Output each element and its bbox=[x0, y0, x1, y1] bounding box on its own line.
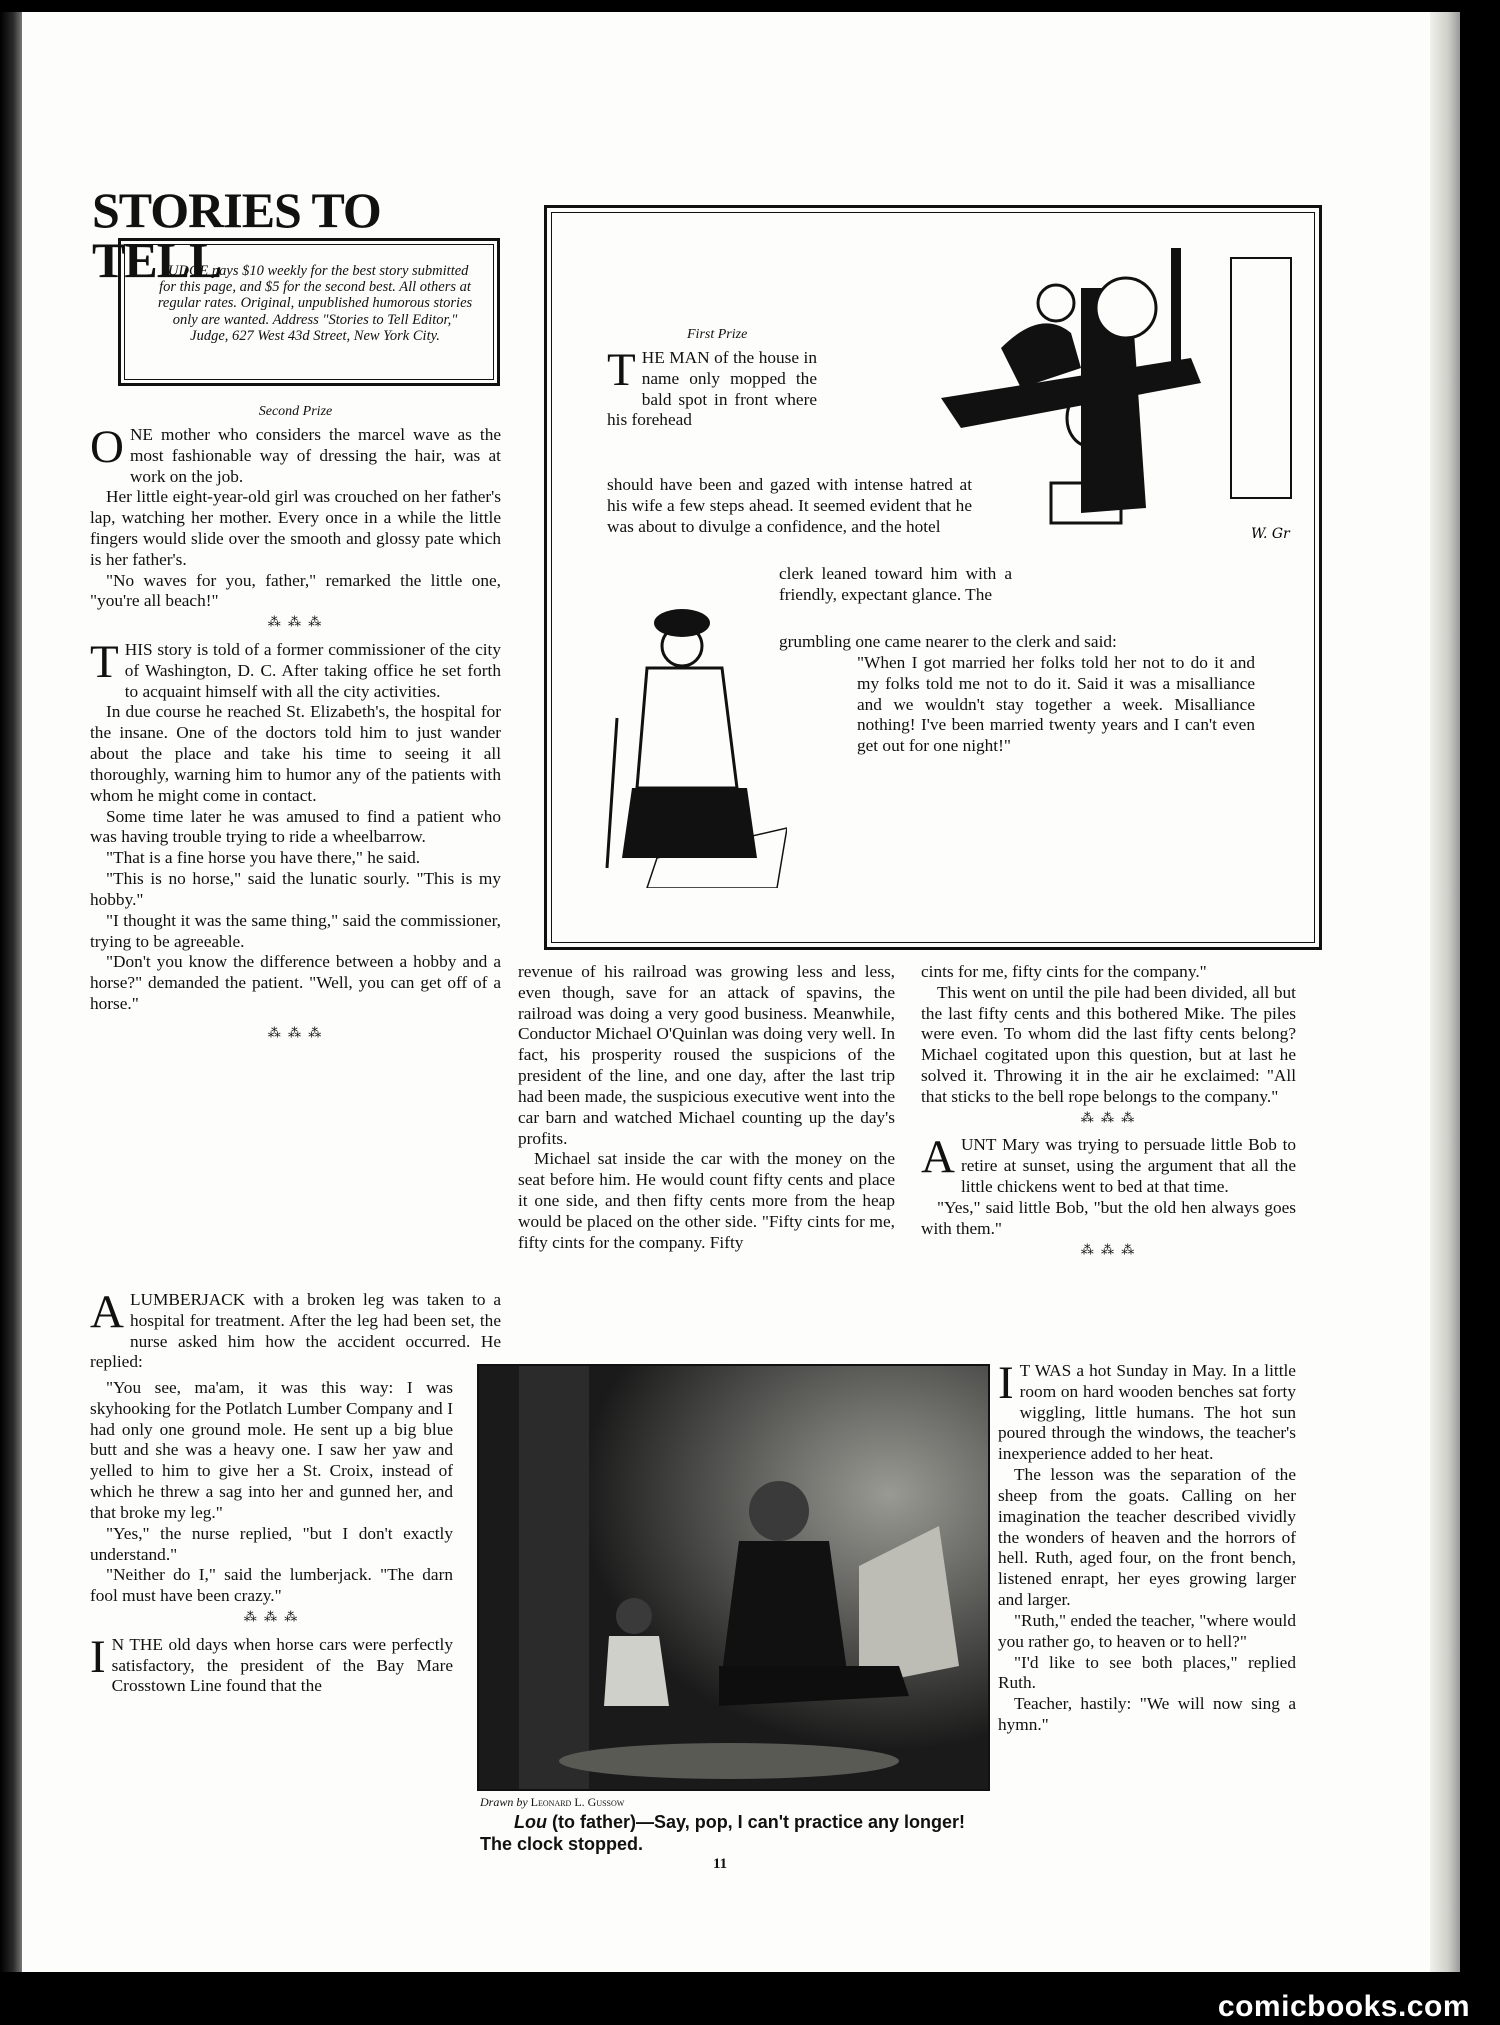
drop-cap: A bbox=[921, 1131, 955, 1184]
magazine-page bbox=[22, 12, 1430, 1972]
first-prize-story-4 bbox=[779, 632, 1199, 653]
story-separator: ⁂ ⁂ ⁂ bbox=[1080, 1109, 1137, 1125]
story-paragraph: This went on until the pile had been divided, all but the last fifty cents and this bothered Mike. The piles were even. To whom did the last fifty cents belong? Michael cogitated upon this question, but at last he solved it. Throwing it in the air he exclaimed: "All that sticks to the bell rope belongs to the company." bbox=[921, 982, 1296, 1106]
page-binding-edge bbox=[0, 12, 22, 1972]
story-paragraph: Teacher, hastily: "We will now sing a hymn." bbox=[998, 1694, 1296, 1735]
drop-cap: A bbox=[90, 1286, 124, 1338]
first-prize-label: First Prize bbox=[687, 327, 748, 342]
watermark: comicbooks.com bbox=[1217, 1990, 1470, 2023]
right-column bbox=[921, 962, 1296, 1267]
story-paragraph: THIS story is told of a former commissioner of the city of Washington, D. C. After taking office he set forth to acquaint himself with all the city activities. bbox=[90, 635, 501, 701]
drop-cap: I bbox=[998, 1357, 1014, 1409]
drop-cap: T bbox=[90, 635, 119, 688]
page-number: 11 bbox=[713, 1856, 728, 1872]
story-paragraph: Some time later he was amused to find a patient who was having trouble trying to ride a wheelbarrow. bbox=[90, 806, 501, 847]
first-prize-box bbox=[544, 205, 1322, 950]
left-column bbox=[90, 404, 501, 1051]
drop-cap: I bbox=[90, 1630, 106, 1683]
story-paragraph: "No waves for you, father," remarked the little one, "you're all beach!" bbox=[90, 570, 501, 611]
page-title: STORIES TO TELL bbox=[92, 182, 381, 288]
middle-column bbox=[518, 962, 895, 1254]
story-paragraph: "When I got married her folks told her not to do it and my folks told me not to do it. Said it was a misalliance and we wouldn't stay together a week. Misalliance nothing! I've been married twenty years and I can't even get out for one night!" bbox=[857, 653, 1255, 756]
story-paragraph: "I'd like to see both places," replied Ruth. bbox=[998, 1652, 1296, 1693]
story-paragraph: The lesson was the separation of the sheep from the goats. Calling on her imagination the teacher described vividly the wonders of heaven and the horrors of hell. Ruth, aged four, on the front bench, listened enrapt, her eyes growing larger and larger. bbox=[998, 1465, 1296, 1610]
story-paragraph: "Yes," said little Bob, "but the old hen always goes with them." bbox=[921, 1197, 1296, 1238]
story-separator: ⁂ ⁂ ⁂ bbox=[243, 1609, 300, 1625]
first-prize-story-3 bbox=[779, 564, 1012, 606]
story-paragraph: AUNT Mary was trying to persuade little Bob to retire at sunset, using the argument that all the little chickens went to bed at that time. bbox=[921, 1131, 1297, 1197]
story-paragraph: grumbling one came nearer to the clerk and said: bbox=[779, 632, 1117, 651]
story-paragraph: ONE mother who considers the marcel wave as the most fashionable way of dressing the hair, was at work on the job. bbox=[90, 420, 502, 486]
first-prize-story-2 bbox=[607, 475, 972, 537]
lumberjack-story-continued bbox=[90, 1378, 453, 1697]
story-paragraph: cints for me, fifty cints for the company." bbox=[921, 962, 1207, 981]
story-paragraph: "Neither do I," said the lumberjack. "The darn fool must have been crazy." bbox=[90, 1565, 453, 1606]
story-paragraph: clerk leaned toward him with a friendly, expectant glance. The bbox=[779, 564, 1012, 604]
story-paragraph: "This is no horse," said the lunatic sourly. "This is my hobby." bbox=[90, 869, 501, 909]
first-prize-story bbox=[607, 327, 817, 431]
story-paragraph: Michael sat inside the car with the money on the seat before him. He would count fifty cents and place it one side, and then fifty cents more from the heap would be placed on the other side. "Fifty cints for me, fifty cints for the company. Fifty bbox=[518, 1149, 895, 1252]
story-paragraph: "Ruth," ended the teacher, "where would you rather go, to heaven or to hell?" bbox=[998, 1610, 1296, 1651]
page-right-edge bbox=[1430, 12, 1460, 1972]
story-separator: ⁂ ⁂ ⁂ bbox=[1080, 1241, 1137, 1257]
illustration-caption: Lou (to father)—Say, pop, I can't practice any longer! The clock stopped. bbox=[480, 1812, 966, 1854]
second-prize-label: Second Prize bbox=[258, 404, 333, 419]
illustration-drawing bbox=[479, 1366, 990, 1791]
story-paragraph: I N THE old days when horse cars were perfectly satisfactory, the president of the Bay Mare Crosstown Line found that the bbox=[90, 1630, 453, 1696]
story-paragraph: should have been and gazed with intense hatred at his wife a few steps ahead. It seemed evident that he was about to divulge a confidence, and the hotel bbox=[607, 475, 972, 536]
story-paragraph: "Don't you know the difference between a hobby and a horse?" demanded the patient. "Well, you can get off of a horse." bbox=[90, 952, 501, 1014]
story-paragraph: "Yes," the nurse replied, "but I don't exactly understand." bbox=[90, 1523, 453, 1564]
hotel-clerk-cartoon bbox=[931, 248, 1311, 548]
story-separator: ⁂ ⁂ ⁂ bbox=[267, 1024, 324, 1040]
story-paragraph: I T WAS a hot Sunday in May. In a little room on hard wooden benches sat forty wiggling, little humans. The hot sun poured through the windows, the teacher's inexperience added to her heat. bbox=[998, 1357, 1296, 1464]
submission-notice-text: JUDGE pays $10 weekly for the best story submitted for this page, and $5 for the second best. All others at regular rates. Original, unpublished humorous stories only are wanted. Address "Stories to Tell Editor," Judge, 627 West 43d Street, New York City. bbox=[124, 244, 494, 380]
wife-cartoon bbox=[587, 588, 787, 888]
first-prize-story-5 bbox=[857, 653, 1255, 757]
cartoon-signature: W. Gr bbox=[1251, 526, 1290, 542]
story-paragraph: "You see, ma'am, it was this way: I was skyhooking for the Potlatch Lumber Company and I had only one ground mole. He sent up a big blue butt and she was a heavy one. I saw her yaw and yelled to him to give her a St. Croix, instead of which he threw a sag into her and gunned her, and that broke my leg." bbox=[90, 1378, 453, 1522]
drop-cap: O bbox=[90, 420, 124, 473]
story-separator: ⁂ ⁂ ⁂ bbox=[267, 614, 324, 630]
story-paragraph: THE MAN of the house in name only mopped the bald spot in front where his forehead bbox=[607, 343, 817, 430]
submission-notice bbox=[118, 238, 500, 386]
father-daughter-illustration bbox=[477, 1364, 990, 1791]
illustration-credit: Drawn by Leonard L. Gussow bbox=[480, 1795, 625, 1809]
story-paragraph: revenue of his railroad was growing less and less, even though, save for an attack of spavins, the railroad was doing a very good business. Meanwhile, Conductor Michael O'Quinlan was doing very well. In fact, his prosperity roused the suspicions of the president of the line, and one day, after the last trip had been made, the suspicious executive went into the car barn and watched Michael counting up the day's profits. bbox=[518, 962, 895, 1148]
lumberjack-story bbox=[90, 1286, 501, 1373]
story-paragraph: "I thought it was the same thing," said the commissioner, trying to be agreeable. bbox=[90, 910, 501, 951]
story-paragraph: In due course he reached St. Elizabeth's, the hospital for the insane. One of the doctors told him to just wander about the place and take his time to seeing it all thoroughly, warning him to humor any of the patients with whom he might come in contact. bbox=[90, 702, 501, 805]
story-paragraph: ALUMBERJACK with a broken leg was taken to a hospital for treatment. After the leg had been set, the nurse asked him how the accident occurred. He replied: bbox=[90, 1286, 501, 1372]
drop-cap: T bbox=[607, 343, 636, 396]
right-column-lower bbox=[998, 1357, 1296, 1736]
story-paragraph: "That is a fine horse you have there," he said. bbox=[106, 848, 421, 868]
story-paragraph: Her little eight-year-old girl was crouched on her father's lap, watching her mother. Every once in a while the little fingers would slide over the smooth and glossy pate which is her father's. bbox=[90, 487, 501, 569]
